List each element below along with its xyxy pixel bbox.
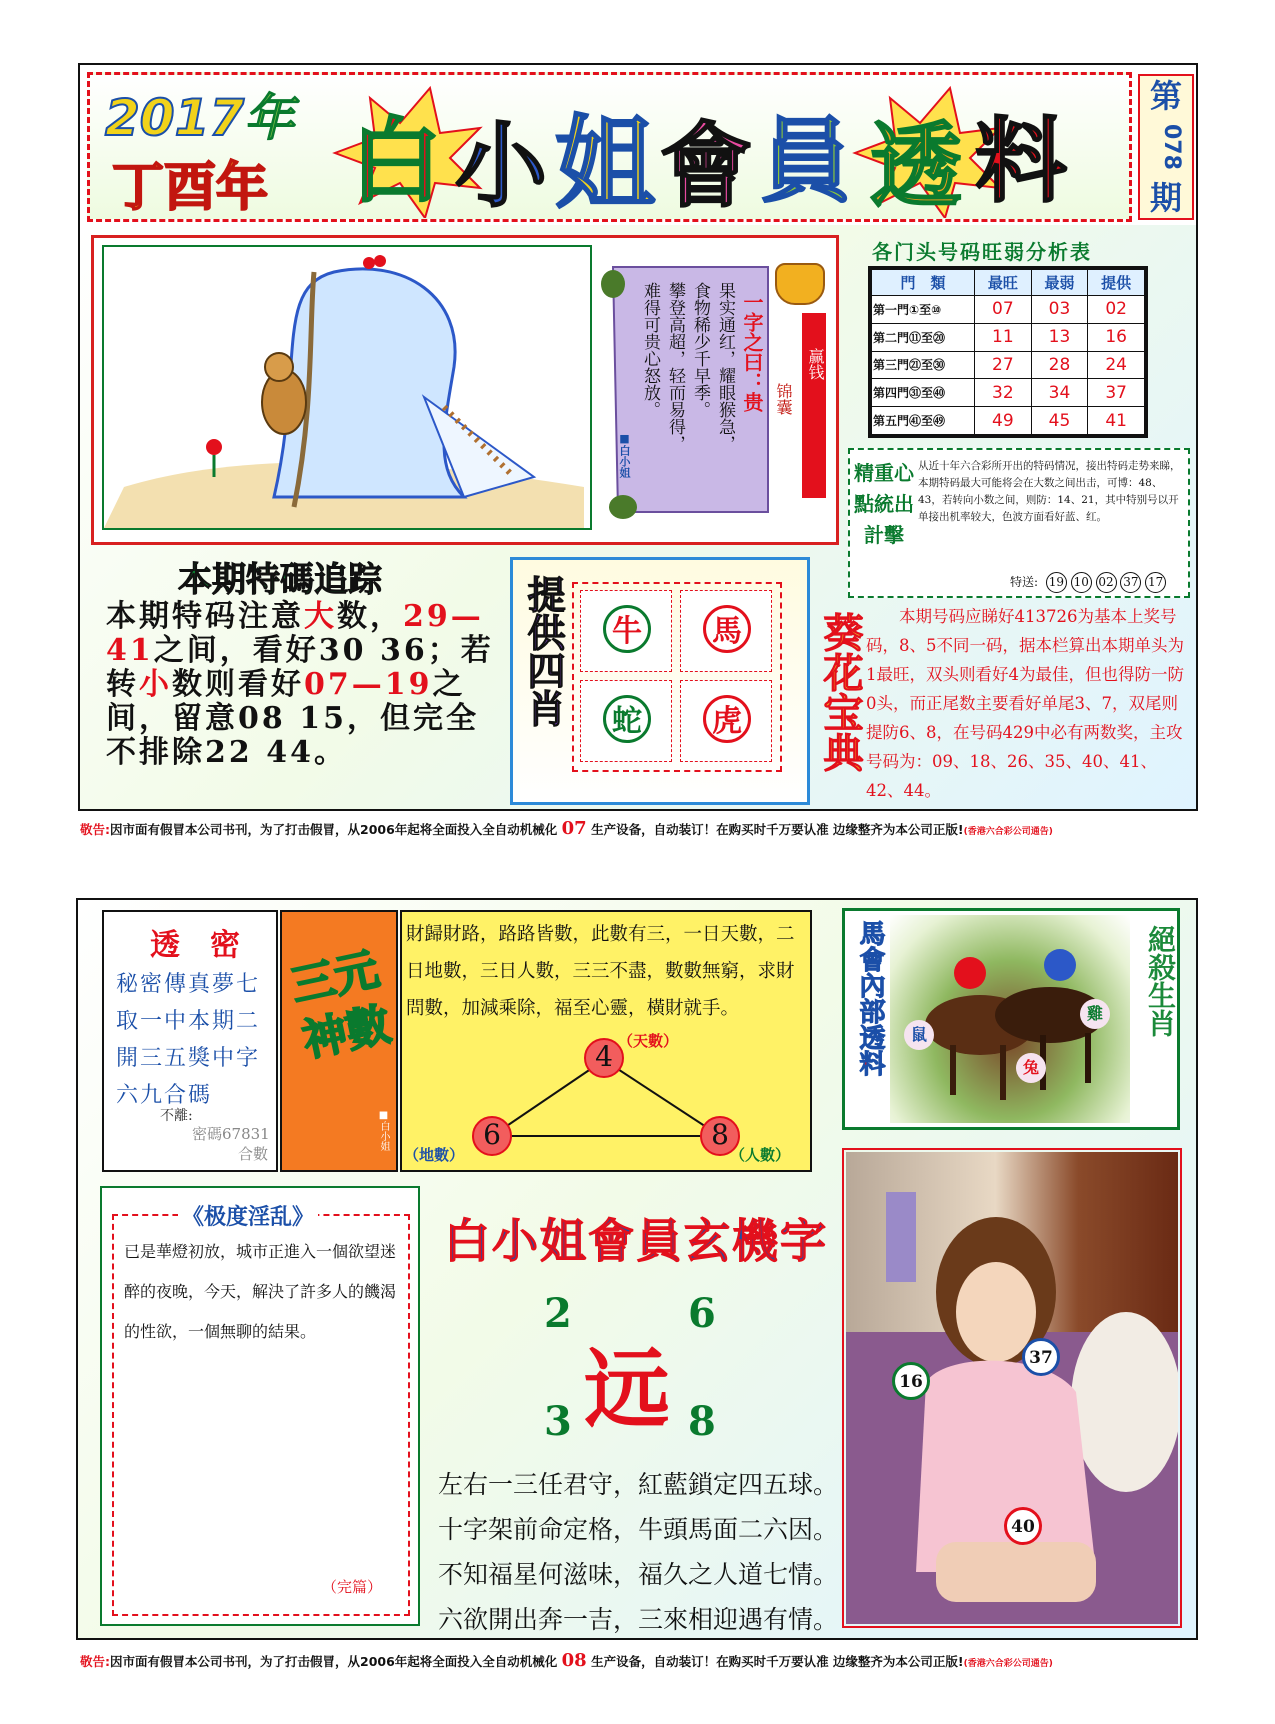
door-cell <box>872 323 975 351</box>
tracking-title: 本期特碼追踪 <box>178 560 382 600</box>
photo-badge-40: 40 <box>1004 1507 1042 1545</box>
xuanji-num-tl: 2 <box>544 1290 572 1337</box>
cold-cell: 03 <box>1031 296 1088 324</box>
analysis-title: 各门头号码旺弱分析表 <box>872 240 1092 264</box>
hot-cell: 49 <box>975 407 1032 435</box>
door-range: ㉑至㉚ <box>909 358 946 373</box>
issue-box <box>1138 74 1194 220</box>
sunflower-text: 本期号码应睇好413726为基本上奖号码，8、5不同一码，据本栏算出本期单头为1最旺，双头则看好4为最佳，但也得防一防0头，而正尾数主要看好单尾3、7，双尾则提防6、8，在号码429中必有两数奖，主攻号码为：09、18、26、35、40、41、42、44。 <box>866 607 1184 800</box>
analysis-header-row <box>872 270 1145 296</box>
header-ganzhi: 丁酉年 <box>112 157 269 218</box>
ren-number: 8 <box>711 1118 729 1151</box>
page1-footer <box>80 818 1195 839</box>
page2-footer <box>80 1650 1195 1671</box>
tian-label: （天數） <box>618 1032 679 1050</box>
door-label: 第五門 <box>873 414 910 429</box>
di-label: （地數） <box>404 1146 465 1164</box>
tracking-part: 本期特码注意 <box>106 599 304 634</box>
pick-cell: 41 <box>1088 407 1145 435</box>
footer-note: (香港六合彩公司通告) <box>963 827 1053 837</box>
horse-tag-rabbit: 兔 <box>1016 1053 1046 1083</box>
xuanji-poem <box>438 1462 838 1642</box>
zodiac-ox: 牛 <box>603 605 651 653</box>
zodiac-snake: 蛇 <box>603 695 651 743</box>
special-label: 特送: <box>1010 575 1039 589</box>
title-char-jie: 姐 <box>555 104 655 222</box>
horse-right-label: 絕殺生肖 <box>1144 925 1177 1037</box>
title-char-tou: 透 <box>870 112 963 220</box>
tian-number: 4 <box>595 1040 613 1073</box>
tracking-part: 07—19 <box>304 667 433 702</box>
door-cell <box>872 351 975 379</box>
story-title: 《极度淫乱》 <box>178 1200 318 1231</box>
tracking-part: 之间，留意08 15，但完全不排除22 44。 <box>106 667 479 770</box>
zodiac-cell-tiger <box>680 680 772 762</box>
footer-text: 生产设备，自动装订！在购买时千万要认准 边缘整齐为本公司正版! <box>591 822 964 837</box>
story-text: 已是華燈初放，城市正進入一個欲望迷醉的夜晚，今天，解決了許多人的饑渴的性欲，一個無聊的結果。 <box>124 1242 397 1341</box>
analysis-header-door: 門 類 <box>872 270 975 296</box>
horse-tag-rat: 鼠 <box>904 1020 934 1050</box>
ren-label: （人數） <box>730 1146 791 1164</box>
money-bag <box>772 258 830 508</box>
toumi-sum: 合數 <box>238 1145 269 1163</box>
title-char-yuan: 員 <box>760 107 853 215</box>
xuanji-num-bl: 3 <box>544 1398 572 1445</box>
table-row <box>872 379 1145 407</box>
table-row <box>872 296 1145 324</box>
scroll-sign: ■白小姐 <box>618 432 631 478</box>
issue-suffix: 期 <box>1149 179 1182 217</box>
special-ball: 02 <box>1096 572 1117 593</box>
footer-warn: 敬告: <box>80 1654 110 1669</box>
special-numbers <box>1010 572 1166 593</box>
header-title <box>330 78 1110 222</box>
hot-cell: 11 <box>975 323 1032 351</box>
table-row <box>872 407 1145 435</box>
zodiac-tiger: 虎 <box>703 695 751 743</box>
scroll-line-1: 果实通红，耀眼猴急， <box>715 282 735 452</box>
tracking-part: 之间，看好30 36；若转 <box>106 633 494 702</box>
jingzhong-label: 精重心點統出計擊 <box>854 461 914 547</box>
door-cell <box>872 407 975 435</box>
special-ball: 10 <box>1071 572 1092 593</box>
scroll-line-3: 攀登高超，轻而易得， <box>665 282 685 452</box>
photo-image <box>846 1152 1178 1624</box>
xuanji-title: 白小姐會員玄機字 <box>444 1214 828 1268</box>
door-label: 第二門 <box>873 330 910 345</box>
monkey-cliff-image <box>104 247 590 528</box>
footer-page-number: 07 <box>561 818 587 839</box>
issue-number: 078 <box>1159 124 1184 170</box>
footer-note: (香港六合彩公司通告) <box>963 1659 1053 1669</box>
special-ball: 37 <box>1120 572 1141 593</box>
zodiac-cell-snake <box>580 680 672 762</box>
jingzhong-text: 从近十年六合彩所开出的特码情况，接出特码走势来睇，本期特码最大可能将会在大数之间出击，可博：48、43，若转向小数之间，则防：14、21，其中特别号以开单接出机率较大，色波方面看好蓝、红。 <box>918 460 1181 523</box>
sanyuan-label: 三元神數 <box>286 944 396 1067</box>
money-bag-icon <box>775 263 825 305</box>
scroll-line-4: 难得可贵心怒放。 <box>640 282 660 418</box>
horse-race-image <box>890 915 1130 1123</box>
table-row <box>872 351 1145 379</box>
footer-page-number: 08 <box>561 1650 587 1671</box>
analysis-table-wrap <box>868 266 1148 438</box>
xuanji-num-tr: 6 <box>688 1290 716 1337</box>
photo-badge-37: 37 <box>1022 1338 1060 1376</box>
title-char-liao: 料 <box>975 107 1068 215</box>
zodiac-grid <box>572 582 782 772</box>
door-range: ㉛至㊵ <box>909 386 946 401</box>
footer-text: 生产设备，自动装订！在购买时千万要认准 边缘整齐为本公司正版! <box>591 1654 964 1669</box>
bag-label-yingqian: 赢钱 <box>806 348 825 380</box>
poem-line: 十字架前命定格，牛頭馬面二六因。 <box>438 1515 839 1544</box>
analysis-header-hot: 最旺 <box>975 270 1032 296</box>
toumi-code: 密碼67831 <box>192 1125 270 1143</box>
header-year: 2017年 <box>105 89 295 147</box>
issue-prefix: 第 <box>1149 77 1182 115</box>
zodiac-cell-ox <box>580 590 672 672</box>
toumi-title: 透 密 <box>150 928 240 963</box>
story-end: （完篇） <box>322 1578 383 1596</box>
tracking-text <box>106 600 506 770</box>
door-label: 第三門 <box>873 358 910 373</box>
pick-cell: 16 <box>1088 323 1145 351</box>
zodiac-cell-horse <box>680 590 772 672</box>
xuanji-num-br: 8 <box>688 1398 716 1445</box>
toumi-bulian: 不離: <box>160 1108 193 1124</box>
tracking-part: 29—41 <box>106 599 484 668</box>
door-cell <box>872 379 975 407</box>
poem-line: 不知福星何滋味，福久之人道七情。 <box>438 1560 839 1589</box>
door-range: ⑪至⑳ <box>909 330 946 345</box>
pick-cell: 37 <box>1088 379 1145 407</box>
cold-cell: 45 <box>1031 407 1088 435</box>
special-ball: 17 <box>1145 572 1166 593</box>
zodiac-horse: 馬 <box>703 605 751 653</box>
scroll-line-2: 食物稀少千早季。 <box>690 282 710 418</box>
special-ball: 19 <box>1046 572 1067 593</box>
door-range: ㊶至㊾ <box>909 414 946 429</box>
bag-label-jinnang: 锦囊 <box>774 383 793 415</box>
door-label: 第四門 <box>873 386 910 401</box>
di-number: 6 <box>483 1118 501 1151</box>
hot-cell: 32 <box>975 379 1032 407</box>
photo-badge-16: 16 <box>892 1362 930 1400</box>
tracking-part: 大 <box>304 599 337 634</box>
four-zodiac-label: 提供四肖 <box>521 575 566 727</box>
scroll <box>598 262 788 524</box>
table-row <box>872 323 1145 351</box>
door-range: ①至⑩ <box>909 302 942 317</box>
analysis-header-pick: 提供 <box>1088 270 1145 296</box>
tracking-part: 小 <box>139 667 172 702</box>
door-cell <box>872 296 975 324</box>
footer-warn: 敬告: <box>80 822 110 837</box>
analysis-header-cold: 最弱 <box>1031 270 1088 296</box>
title-char-xiao: 小 <box>455 112 548 220</box>
horse-left-label: 馬會內部透料 <box>855 920 885 1076</box>
tracking-part: 数则看好 <box>172 667 304 702</box>
xuanji-char: 远 <box>584 1339 670 1440</box>
analysis-table <box>871 269 1145 435</box>
horse-tag-rooster: 雞 <box>1080 999 1110 1029</box>
hot-cell: 07 <box>975 296 1032 324</box>
sanyuan-sign: ■白小姐 <box>378 1110 389 1151</box>
poem-line: 左右一三任君守，紅藍鎖定四五球。 <box>438 1470 839 1499</box>
door-label: 第一門 <box>873 302 910 317</box>
cold-cell: 13 <box>1031 323 1088 351</box>
sunflower-label: 葵花宝典 <box>817 612 864 772</box>
scroll-heading: 一字之曰：贵 <box>740 292 764 412</box>
monkey-illustration <box>102 245 592 530</box>
cold-cell: 28 <box>1031 351 1088 379</box>
sanyuan-text: 財歸財路，路路皆數，此數有三，一日天數，二日地數，三日人數，三三不盡，數數無窮，求財問數，加減乘除，福至心靈，橫財就手。 <box>406 924 795 1019</box>
pick-cell: 02 <box>1088 296 1145 324</box>
title-char-hui: 會 <box>660 112 753 220</box>
tracking-part: 数， <box>337 599 403 634</box>
title-char-bai: 白 <box>350 107 443 215</box>
footer-text: 因市面有假冒本公司书刊，为了打击假冒，从2006年起将全面投入全自动机械化 <box>110 822 558 837</box>
cold-cell: 34 <box>1031 379 1088 407</box>
pick-cell: 24 <box>1088 351 1145 379</box>
footer-text: 因市面有假冒本公司书刊，为了打击假冒，从2006年起将全面投入全自动机械化 <box>110 1654 558 1669</box>
poem-line: 六欲開出奔一吉，三來相迎遇有情。 <box>438 1605 839 1634</box>
money-bag-banner <box>802 313 826 498</box>
hot-cell: 27 <box>975 351 1032 379</box>
toumi-text: 秘密傳真夢七取一中本期二開三五獎中字六九合碼 <box>116 972 261 1108</box>
